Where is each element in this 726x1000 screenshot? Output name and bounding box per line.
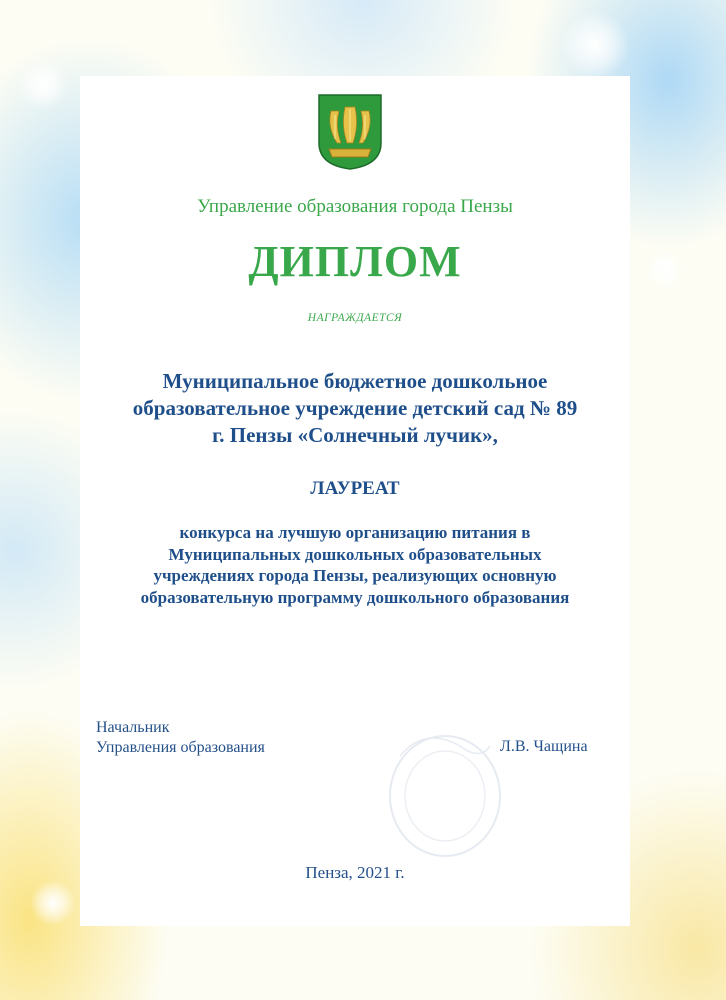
diploma-title: ДИПЛОМ bbox=[248, 237, 462, 286]
contest-line: Муниципальных дошкольных образовательных bbox=[168, 544, 542, 564]
signatory-position bbox=[96, 718, 265, 758]
contest-description bbox=[80, 522, 630, 608]
faint-stamp-icon bbox=[380, 716, 510, 866]
signatory-name: Л.В. Чащина bbox=[500, 738, 588, 755]
sparkle-decoration bbox=[645, 250, 685, 290]
sparkle-decoration bbox=[560, 10, 630, 80]
position-line: Управления образования bbox=[96, 739, 265, 756]
recipient-line: образовательное учреждение детский сад № 89 bbox=[132, 396, 578, 420]
sparkle-decoration bbox=[18, 60, 68, 110]
laureate-status: ЛАУРЕАТ bbox=[310, 478, 400, 499]
awarded-caption: НАГРАЖДАЕТСЯ bbox=[307, 312, 403, 324]
sparkle-decoration bbox=[30, 880, 76, 926]
contest-line: конкурса на лучшую организацию питания в bbox=[179, 523, 531, 542]
penza-coat-of-arms-icon bbox=[317, 93, 383, 171]
organization-name: Управление образования города Пензы bbox=[197, 196, 513, 217]
contest-line: учреждениях города Пензы, реализующих основную bbox=[153, 566, 557, 585]
recipient-line: Муниципальное бюджетное дошкольное bbox=[162, 369, 548, 393]
contest-line: образовательную программу дошкольного образования bbox=[140, 587, 570, 607]
diploma-sheet bbox=[80, 76, 630, 926]
recipient-name bbox=[80, 368, 630, 449]
position-line: Начальник bbox=[96, 719, 170, 736]
recipient-line: г. Пензы «Солнечный лучик», bbox=[212, 423, 498, 447]
place-and-date: Пенза, 2021 г. bbox=[305, 863, 405, 882]
